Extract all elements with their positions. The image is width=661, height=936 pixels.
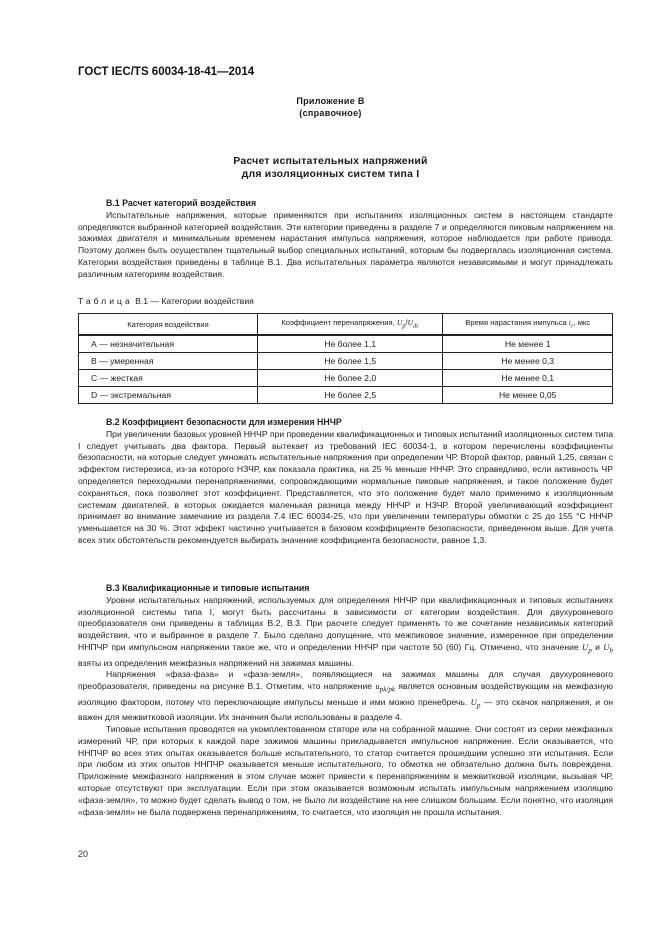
annex-heading-line2: для изоляционных систем типа I (241, 168, 420, 180)
table-row (79, 335, 613, 353)
section-b2-paragraph: При увеличении базовых уровней ННЧР при проведении квалификационных и типовых испытаний изоляционных систем типа I следует учитывать два фактора. Первый вытекает из требований IEC 60034-1, в котором перечислены коэффициенты безопасности, на которые следует умножать испытательные напряжения при определении ЧР. Второй фактор, равный 1,25, связан с эффектом гистерезиса, из-за которого НЗЧР, как показала практика, на 25 % меньше ННЧР. Это справедливо, если активность ЧР определяется переходными перенапряжениями, сопровождающими нормальные пиковые напряжения, и такое положение будет сохраняться, пока позволяет этот коэффициент. Представляется, что это положение будет мало применимо к изоляционным системам двигателей, в которых ожидается маленькая разница между ННЧР и НЗЧР. Второй увеличивающий коэффициент принимает во внимание замечание из раздела 7.4 IEC 60034-25, что при увеличении температуры обмотки с 25 до 155 °С ННЧР уменьшается на 30 %. Этот эффект частично учитывается в базовом коэффициенте безопасности, приведенном выше. Для учета всех этих обстоятельств рекомендуется выбирать значение коэффициента безопасности, равное 1,3. (78, 428, 613, 545)
annex-heading-line1: Расчет испытательных напряжений (233, 155, 428, 167)
table-caption (78, 296, 254, 306)
section-b3-heading: В.3 Квалификационные и типовые испытания (106, 583, 310, 593)
cell-overvoltage: Не более 1,5 (258, 353, 443, 370)
document-code: ГОСТ IEC/TS 60034-18-41—2014 (78, 66, 255, 78)
annex-type: (справочное) (299, 108, 362, 118)
section-b3-paragraph-1: Уровни испытательных напряжений, используемых для определения ННЧР при квалификационных и типовых испытаниях изоляционной системы типа I, могут быть рассчитаны в зависимости от категории воздействия. Для двухуровневого преобразователя они приведены в таблицах В.2, В.3. При расчете следует применять то же сочетание независимых категорий воздействия, что и выбранное в разделе 7. Было сделано допущение, что межпиковое значение, измеренное при определении ННПЧР при импульсном напряжении такое же, что и определении ННЧР при частоте 50 (60) Гц. Отмечено, что значение $U_p$ и $U_b$ взяты из определения межфазных напряжений на зажимах машины. (78, 594, 613, 668)
annex-heading (0, 155, 661, 181)
cell-rise-time: Не менее 0,1 (443, 370, 613, 387)
table-row (79, 353, 613, 370)
header-overvoltage-factor: Коэффициент перенапряжения, $U_p/U_{dc}$ (258, 314, 443, 336)
table-caption-prefix: Таблица (78, 296, 133, 306)
annex-title: Приложение В (296, 96, 365, 106)
cell-category: С — жесткая (79, 370, 258, 387)
cell-category: А — незначительная (79, 335, 258, 353)
header-category: Категория воздействия (79, 314, 258, 336)
cell-category: В — умеренная (79, 353, 258, 370)
page-number: 20 (78, 849, 89, 859)
section-b3 (78, 583, 613, 818)
table-row (79, 387, 613, 404)
section-b2-heading: В.2 Коэффициент безопасности для измерения ННЧР (106, 417, 342, 427)
cell-overvoltage: Не более 2,5 (258, 387, 443, 404)
cell-rise-time: Не менее 0,3 (443, 353, 613, 370)
cell-overvoltage: Не более 1,1 (258, 335, 443, 353)
cell-overvoltage: Не более 2,0 (258, 370, 443, 387)
section-b2 (78, 417, 613, 547)
table-header-row (79, 314, 613, 336)
section-b3-paragraph-2: Напряжения «фаза-фаза» и «фаза-земля», появляющиеся на зажимах машины для случая двухуровневого преобразователя, приведены на рисунке В.1. Отметим, что напряжение $u_{pk/pk}$ является основным воздействующим на межфазную изоляцию фактором, потому что переключающие импульсы меньше и ими можно пренебречь. $U_p$ — это скачок напряжения, и он важен для межвитковой изоляции. Их значения были использованы в разделе 4. (78, 669, 613, 723)
section-b1-heading: В.1 Расчет категорий воздействия (106, 198, 257, 208)
header-rise-time: Время нарастания импульса $t_r$, мкс (443, 314, 613, 336)
annex-label (0, 95, 661, 119)
cell-rise-time: Не менее 1 (443, 335, 613, 353)
cell-category: D — экстремальная (79, 387, 258, 404)
section-b3-paragraph-3: Типовые испытания проводятся на укомплектованном статоре или на собранной машине. Они состоят из серии межфазных измерений ЧР, при которых к каждой паре зажимов машины прикладывается импульсное напряжение. Если оказывается, что ННПЧР во всех этих опытах оказывается больше испытательного, то статор считается прошедшим успешно эти испытания. Если при любом из этих опытов ННПЧР оказывается меньше испытательного, то обмотка не обязательно должна быть повреждена. Приложение межфазного напряжения в этом случае может привести к перенапряжениям в межвитковой изоляции, вызывая ЧР, которые отсутствуют при эксплуатации. Если при этом оказывается возможным испытать импульсным напряжением изоляцию «фаза-земля», то можно будет сделать вывод о том, не было ли воздействие на нее слишком большим. Если понятно, что изоляция «фаза-земля» не была подвержена перенапряжениям, то считается, что изоляция не прошла испытания. (78, 723, 613, 817)
cell-rise-time: Не менее 0,05 (443, 387, 613, 404)
table-caption-text: В.1 — Категории воздействия (135, 296, 254, 306)
section-b1 (78, 198, 613, 281)
table-impact-categories (78, 313, 613, 404)
section-b1-paragraph: Испытательные напряжения, которые применяются при испытаниях изоляционных систем в настоящем стандарте определяются выбранной категорией воздействия. Эти категории приведены в разделе 7 и определяются пиковым напряжением на зажимах двигателя и минимальным временем нарастания импульса напряжения, которое наблюдается при работе привода. Поэтому должен быть осуществлен тщательный выбор специальных испытаний, которым бы подвергалась изоляционная система. Категории воздействия приведены в таблице В.1. Два испытательных параметра являются независимыми и могут принадлежать различным категориям воздействия. (78, 209, 613, 279)
table-row (79, 370, 613, 387)
